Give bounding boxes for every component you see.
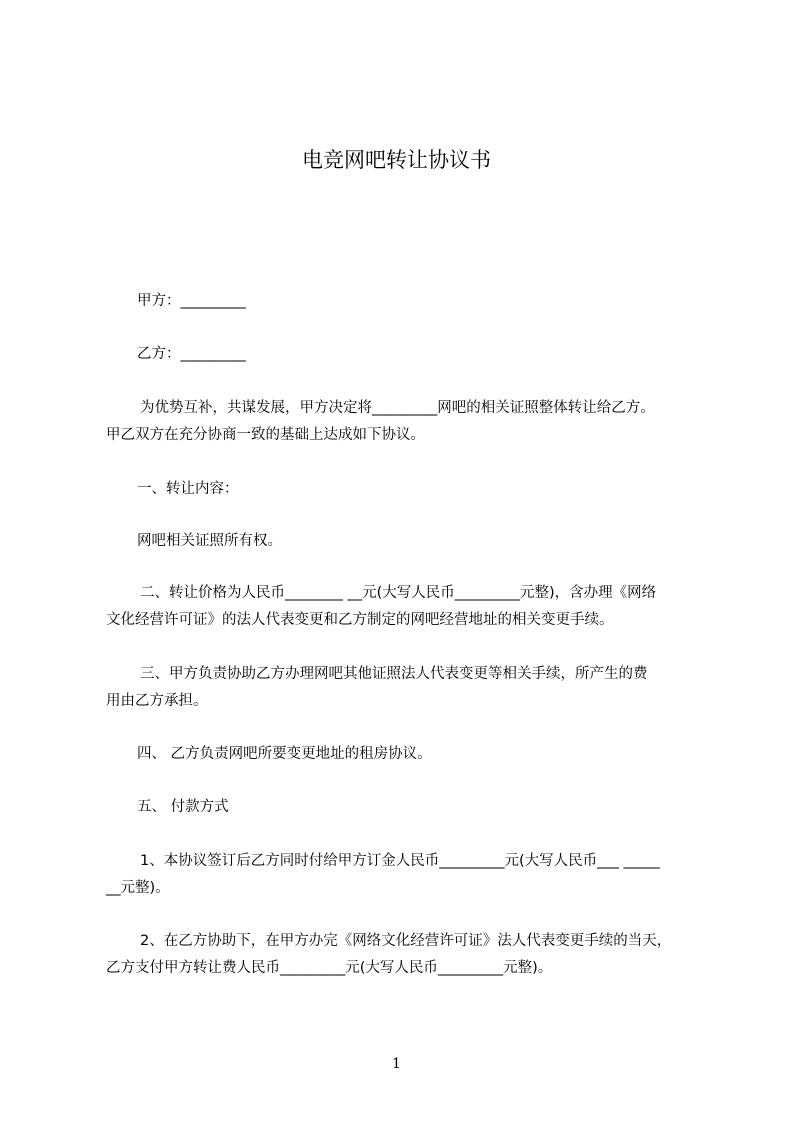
section-2-line-1: 二、转让价格为人民币________ __元(大写人民币_________元整)，含办理《网络	[140, 585, 657, 601]
section-4-line: 四、 乙方负责网吧所要变更地址的租房协议。	[137, 746, 432, 762]
party-a-line: 甲方：_________	[137, 293, 246, 309]
party-b-line: 乙方：_________	[137, 346, 246, 362]
payment-1-line-1: 1、本协议签订后乙方同时付给甲方订金人民币_________元(大写人民币___ _____	[140, 853, 660, 869]
intro-line-1: 为优势互补，共谋发展，甲方决定将_________网吧的相关证照整体转让给乙方。	[140, 400, 655, 416]
intro-line-2: 甲乙双方在充分协商一致的基础上达成如下协议。	[106, 427, 425, 443]
section-5-heading: 五、 付款方式	[137, 799, 229, 815]
section-3-line-1: 三、甲方负责协助乙方办理网吧其他证照法人代表变更等相关手续，所产生的费	[140, 666, 648, 682]
payment-2-line-2: 乙方支付甲方转让费人民币_________元(大写人民币_________元整)。	[106, 960, 553, 976]
payment-1-line-2: __元整)。	[106, 880, 170, 896]
section-1-heading: 一、转让内容：	[137, 481, 239, 497]
section-2-line-2: 文化经营许可证》的法人代表变更和乙方制定的网吧经营地址的相关变更手续。	[106, 612, 614, 628]
page-number: 1	[392, 1056, 401, 1072]
section-1-body: 网吧相关证照所有权。	[137, 533, 282, 549]
document-title: 电竞网吧转让协议书	[302, 148, 491, 172]
payment-2-line-1: 2、在乙方协助下，在甲方办完《网络文化经营许可证》法人代表变更手续的当天，	[140, 933, 672, 949]
section-3-line-2: 用由乙方承担。	[106, 693, 208, 709]
